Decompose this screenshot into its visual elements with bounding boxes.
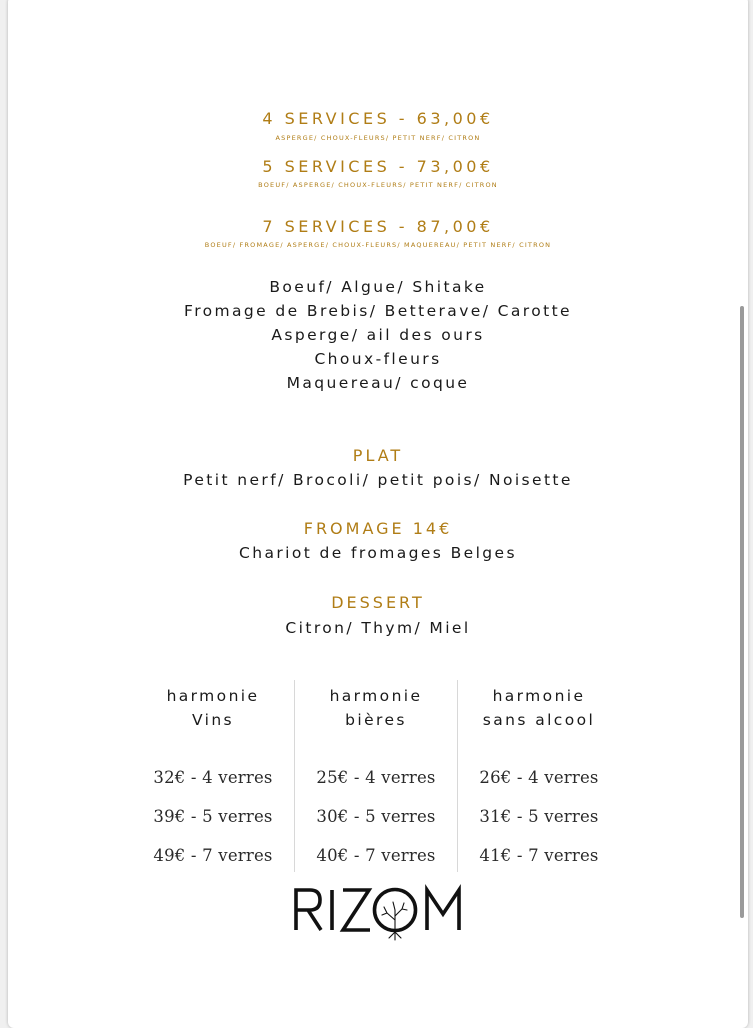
starter-item: Maquereau/ coque <box>286 374 470 392</box>
pairing-price: 30€ - 5 verres <box>316 807 436 826</box>
pairing-heading-line: Vins <box>191 711 235 729</box>
starter-item: Fromage de Brebis/ Betterave/ Carotte <box>184 302 572 320</box>
pairing-price: 39€ - 5 verres <box>153 807 273 826</box>
dessert-dish: Citron/ Thym/ Miel <box>285 619 471 637</box>
fromage-dish: Chariot de fromages Belges <box>239 544 517 562</box>
starter-item: Choux-fleurs <box>314 350 442 368</box>
pairing-price: 41€ - 7 verres <box>479 846 599 865</box>
pairing-price: 32€ - 4 verres <box>153 768 273 787</box>
pairing-heading-line: harmonie <box>329 687 423 705</box>
starter-item: Asperge/ ail des ours <box>271 326 485 344</box>
menu-page <box>8 0 748 1028</box>
service-7-courses: BOEUF/ FROMAGE/ ASPERGE/ CHOUX-FLEURS/ MAQUEREAU/ PETIT NERF/ CITRON <box>204 241 552 249</box>
plat-dish: Petit nerf/ Brocoli/ petit pois/ Noisette <box>183 471 573 489</box>
pairing-price: 49€ - 7 verres <box>153 846 273 865</box>
service-4-courses: ASPERGE/ CHOUX-FLEURS/ PETIT NERF/ CITRON <box>275 134 481 142</box>
pairing-heading-line: harmonie <box>492 687 586 705</box>
rizom-logo <box>290 880 470 942</box>
pairing-price: 31€ - 5 verres <box>479 807 599 826</box>
pairing-heading-line: sans alcool <box>482 711 596 729</box>
pairing-wine-heading <box>133 684 293 732</box>
pairing-alcohol-free-heading <box>459 684 619 732</box>
dessert-heading: DESSERT <box>331 593 425 612</box>
starter-item: Boeuf/ Algue/ Shitake <box>269 278 487 296</box>
fromage-heading: FROMAGE 14€ <box>303 519 453 538</box>
pairing-price: 25€ - 4 verres <box>316 768 436 787</box>
service-7-title: 7 SERVICES - 87,00€ <box>262 217 494 236</box>
plat-heading: PLAT <box>352 446 404 465</box>
service-5-title: 5 SERVICES - 73,00€ <box>262 157 494 176</box>
pairing-heading-line: harmonie <box>166 687 260 705</box>
pairing-beer-heading <box>296 684 456 732</box>
scrollbar[interactable] <box>740 306 744 918</box>
column-divider <box>294 680 295 872</box>
service-4-title: 4 SERVICES - 63,00€ <box>262 109 494 128</box>
service-5-courses: BOEUF/ ASPERGE/ CHOUX-FLEURS/ PETIT NERF/ CITRON <box>258 181 498 189</box>
column-divider <box>457 680 458 872</box>
pairing-price: 40€ - 7 verres <box>316 846 436 865</box>
pairing-heading-line: bières <box>345 711 407 729</box>
pairing-price: 26€ - 4 verres <box>479 768 599 787</box>
